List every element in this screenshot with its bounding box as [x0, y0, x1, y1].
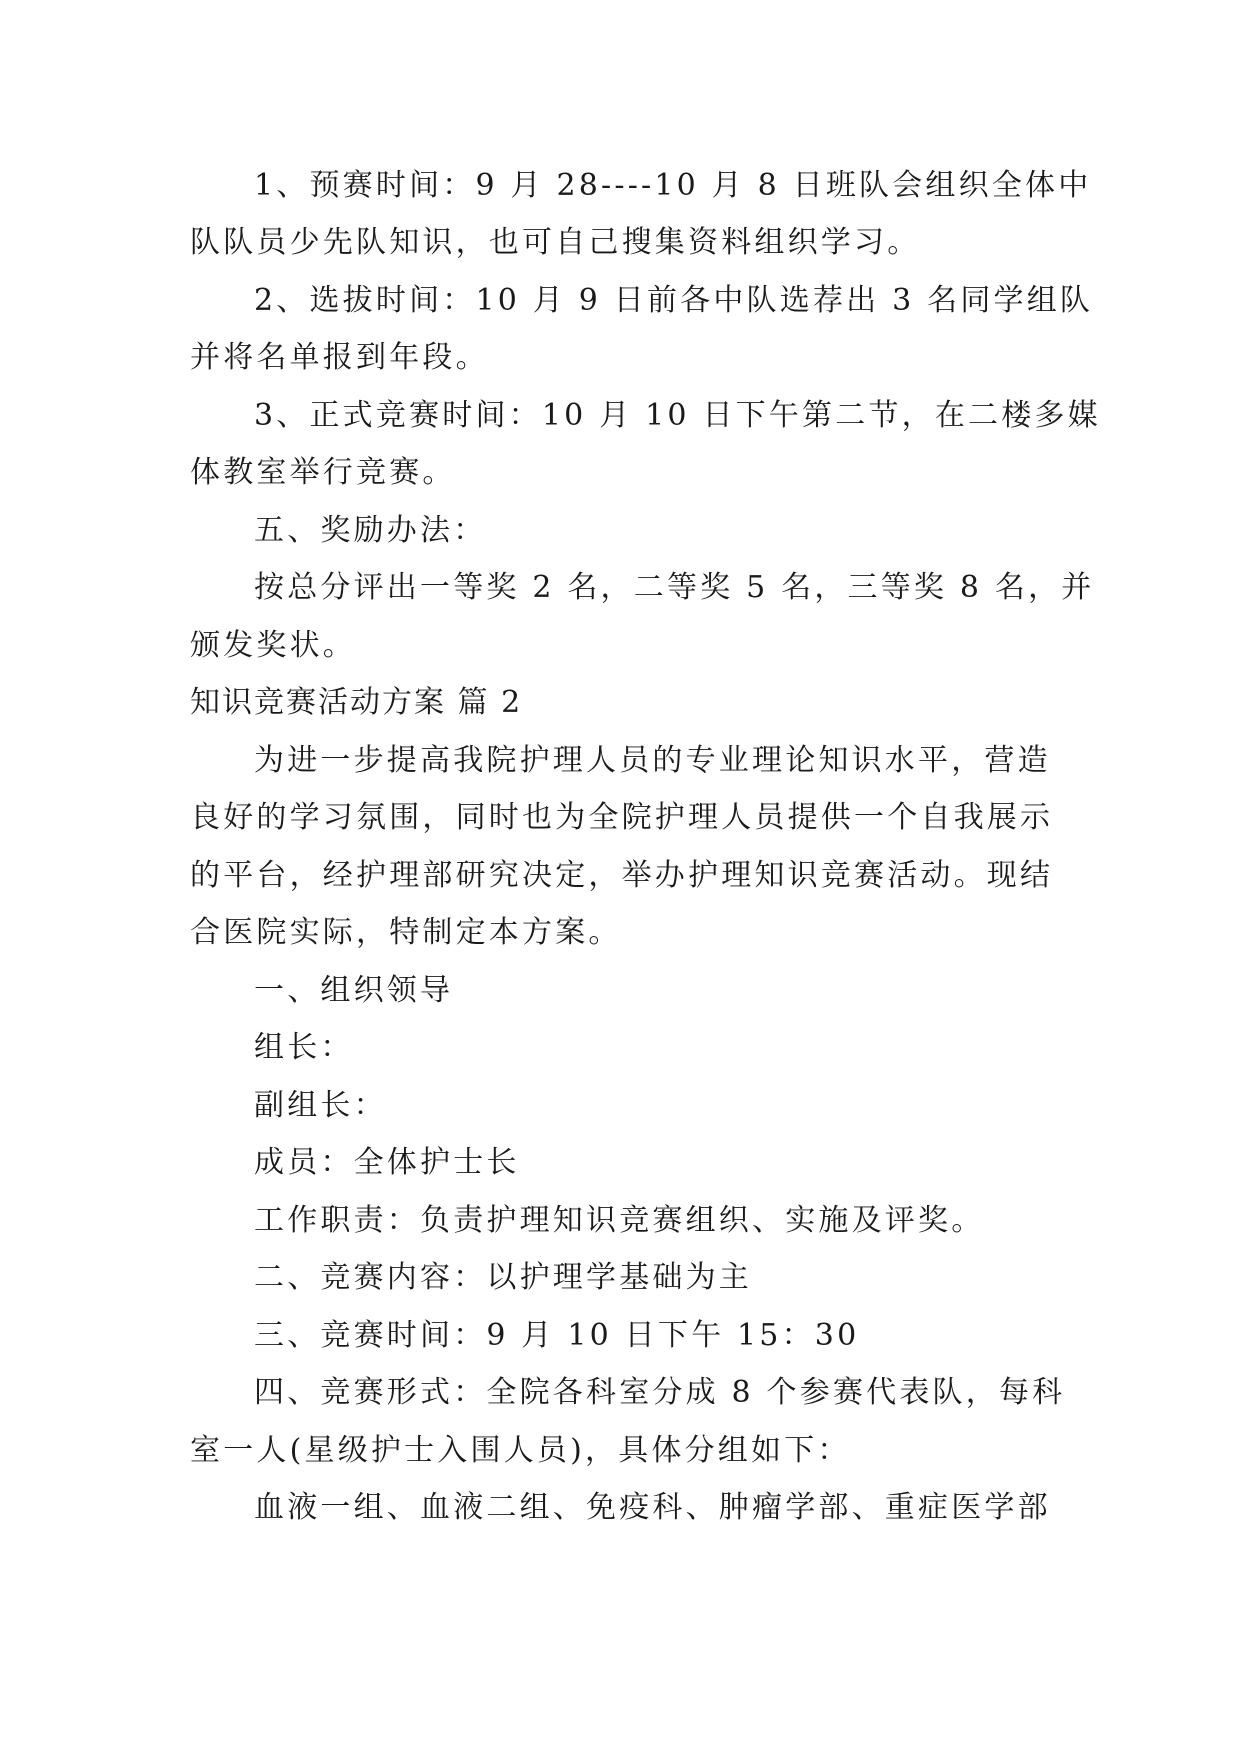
- section-heading: 二、竞赛内容：以护理学基础为主: [254, 1260, 752, 1295]
- paragraph-line: 体教室举行竞赛。: [190, 455, 456, 490]
- paragraph-line: 1、预赛时间：9 月 28----10 月 8 日班队会组织全体中: [254, 168, 1092, 203]
- paragraph-line: 3、正式竞赛时间：10 月 10 日下午第二节，在二楼多媒: [254, 398, 1101, 433]
- section-heading: 五、奖励办法：: [254, 513, 487, 548]
- section-heading: 三、竞赛时间：9 月 10 日下午 15：30: [254, 1318, 860, 1353]
- paragraph-line: 的平台，经护理部研究决定，举办护理知识竞赛活动。现结: [190, 858, 1054, 893]
- paragraph-line: 合医院实际，特制定本方案。: [190, 915, 622, 950]
- paragraph-line: 并将名单报到年段。: [190, 340, 489, 375]
- section-heading: 一、组织领导: [254, 973, 454, 1008]
- paragraph-line: 颁发奖状。: [190, 628, 356, 663]
- paragraph-line: 为进一步提高我院护理人员的专业理论知识水平，营造: [254, 743, 1051, 778]
- document-title: 知识竞赛活动方案 篇 2: [190, 685, 523, 720]
- paragraph-line: 工作职责：负责护理知识竞赛组织、实施及评奖。: [254, 1203, 985, 1238]
- paragraph-line: 副组长：: [254, 1088, 387, 1123]
- paragraph-line: 队队员少先队知识，也可自己搜集资料组织学习。: [190, 225, 921, 260]
- paragraph-line: 良好的学习氛围，同时也为全院护理人员提供一个自我展示: [190, 800, 1054, 835]
- paragraph-line: 血液一组、血液二组、免疫科、肿瘤学部、重症医学部: [254, 1490, 1051, 1525]
- paragraph-line: 按总分评出一等奖 2 名，二等奖 5 名，三等奖 8 名，并: [254, 570, 1095, 605]
- paragraph-line: 室一人(星级护士入围人员)，具体分组如下：: [190, 1433, 851, 1468]
- paragraph-line: 组长：: [254, 1030, 354, 1065]
- paragraph-line: 2、选拔时间：10 月 9 日前各中队选荐出 3 名同学组队: [254, 283, 1094, 318]
- section-heading: 四、竞赛形式：全院各科室分成 8 个参赛代表队，每科: [254, 1375, 1066, 1410]
- paragraph-line: 成员：全体护士长: [254, 1145, 520, 1180]
